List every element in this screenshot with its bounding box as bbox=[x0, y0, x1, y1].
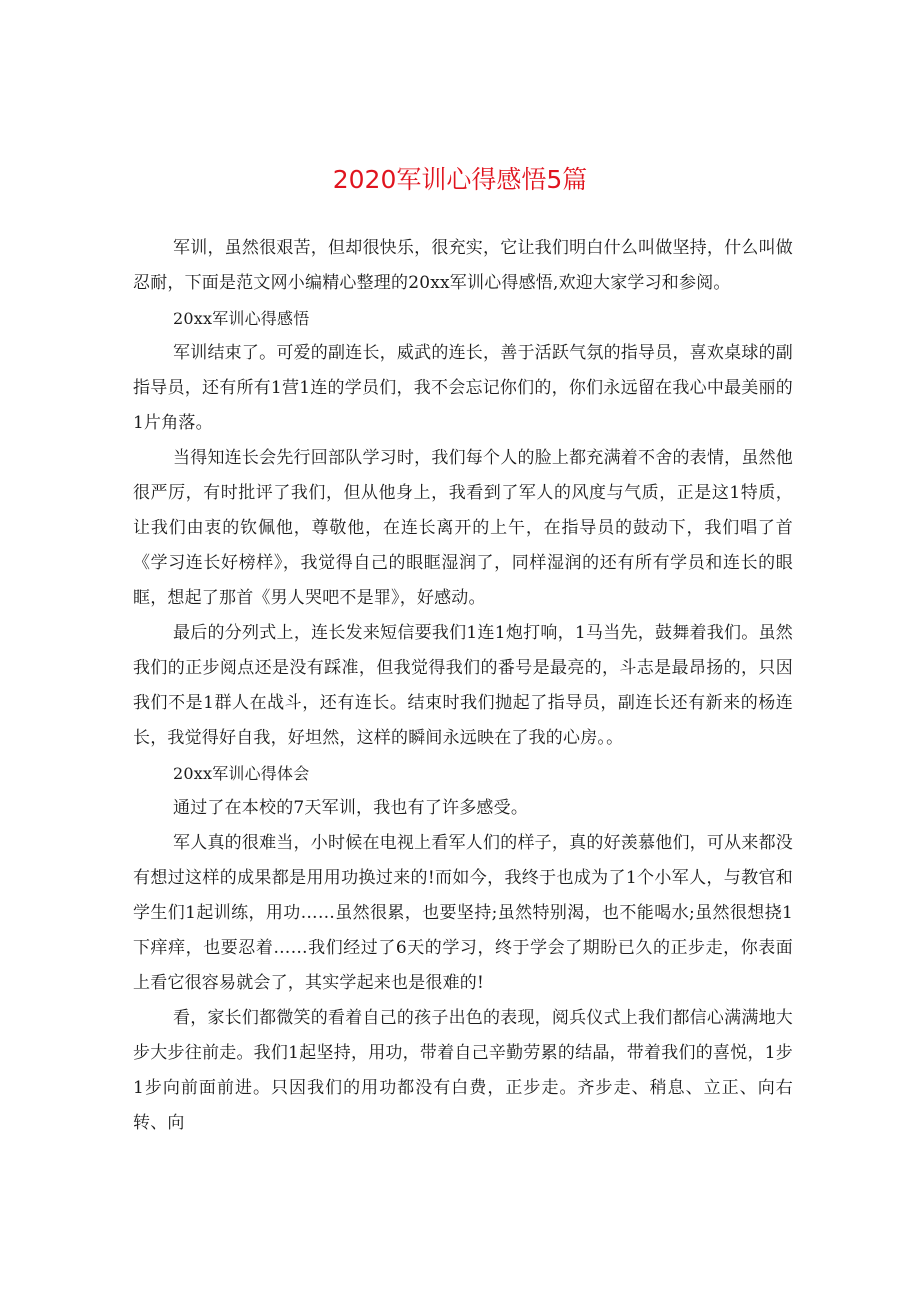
paragraph: 军训结束了。可爱的副连长，威武的连长，善于活跃气氛的指导员，喜欢桌球的副指导员，还有所有1营1连的学员们，我不会忘记你们的，你们永远留在我心中最美丽的1片角落。 bbox=[133, 343, 793, 433]
paragraph: 看，家长们都微笑的看着自己的孩子出色的表现，阅兵仪式上我们都信心满满地大步大步往前走。我们1起坚持，用功，带着自己辛勤劳累的结晶，带着我们的喜悦，1步1步向前面前进。只因我们的用功都没有白费，正步走。齐步走、稍息、立正、向右转、向 bbox=[133, 1008, 793, 1133]
paragraph: 通过了在本校的7天军训，我也有了许多感受。 bbox=[173, 798, 529, 818]
paragraph: 当得知连长会先行回部队学习时，我们每个人的脸上都充满着不舍的表情，虽然他很严厉，有时批评了我们，但从他身上，我看到了军人的风度与气质，正是这1特质，让我们由衷的钦佩他，尊敬他，在连长离开的上午，在指导员的鼓动下，我们唱了首《学习连长好榜样》，我觉得自己的眼眶湿润了，同样湿润的还有所有学员和连长的眼眶，想起了那首《男人哭吧不是罪》，好感动。 bbox=[133, 448, 793, 608]
section-heading: 20xx军训心得体会 bbox=[173, 764, 310, 783]
section-heading: 20xx军训心得感悟 bbox=[173, 309, 310, 328]
paragraph: 军人真的很难当，小时候在电视上看军人们的样子，真的好羡慕他们，可从来都没有想过这样的成果都是用用功换过来的!而如今，我终于也成为了1个小军人，与教官和学生们1起训练，用功……虽然很累，也要坚持;虽然特别渴，也不能喝水;虽然很想挠1下痒痒，也要忍着……我们经过了6天的学习，终于学会了期盼已久的正步走，你表面上看它很容易就会了，其实学起来也是很难的! bbox=[133, 833, 793, 993]
document-body bbox=[133, 231, 793, 1141]
paragraph: 最后的分列式上，连长发来短信要我们1连1炮打响，1马当先，鼓舞着我们。虽然我们的正步阅点还是没有踩准，但我觉得我们的番号是最亮的，斗志是最昂扬的，只因我们不是1群人在战斗，还有连长。结束时我们抛起了指导员，副连长还有新来的杨连长，我觉得好自我，好坦然，这样的瞬间永远映在了我的心房。。 bbox=[133, 623, 793, 748]
paragraph: 军训，虽然很艰苦，但却很快乐，很充实，它让我们明白什么叫做坚持，什么叫做忍耐，下面是范文网小编精心整理的20xx军训心得感悟,欢迎大家学习和参阅。 bbox=[133, 238, 793, 293]
document-title: 2020军训心得感悟5篇 bbox=[332, 165, 588, 194]
